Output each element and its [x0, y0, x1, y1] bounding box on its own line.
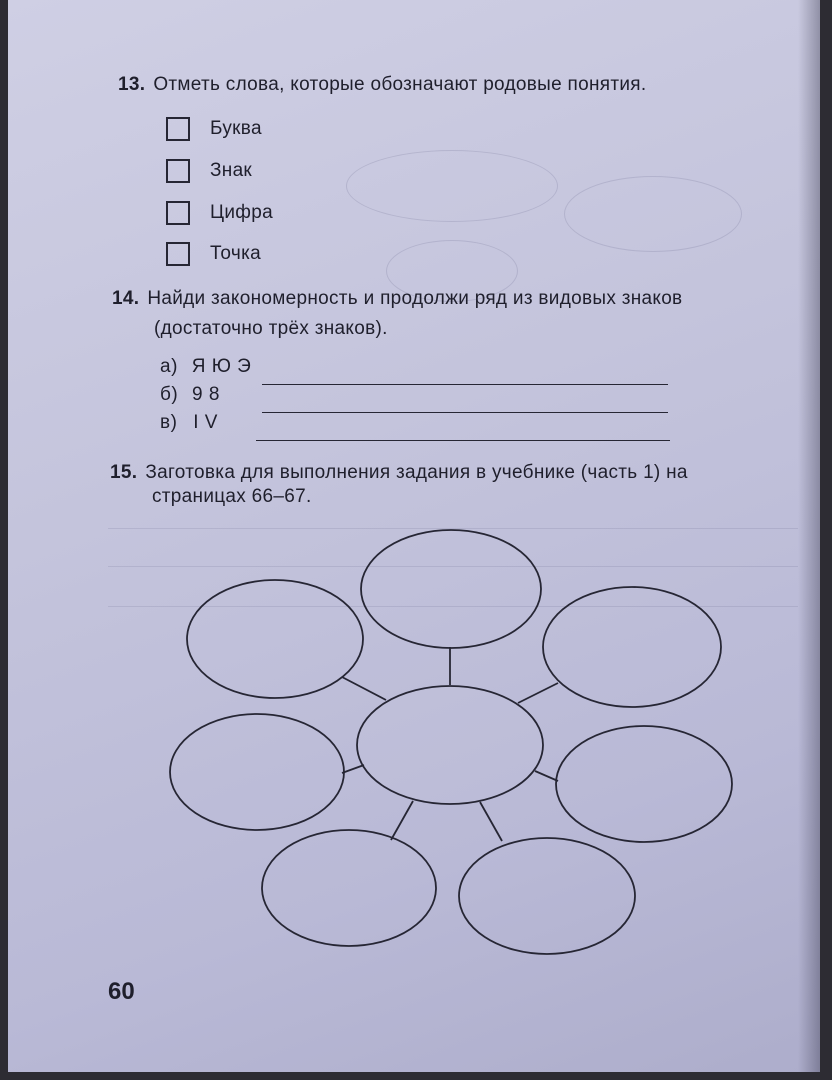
cluster-diagram: [8, 0, 820, 1072]
connector-line: [535, 771, 558, 781]
option-label: Знак: [210, 160, 253, 181]
task-15-text: Заготовка для выполнения задания в учебнике (часть 1) на: [145, 462, 688, 483]
outer-ellipse-left[interactable]: [170, 714, 344, 830]
task-15-number: 15.: [110, 462, 138, 483]
outer-ellipse-lower-right[interactable]: [459, 838, 635, 954]
task-14-text: Найди закономерность и продолжи ряд из видовых знаков: [147, 288, 683, 309]
center-ellipse[interactable]: [357, 686, 543, 804]
series-chars: 9 8: [192, 384, 220, 405]
connector-line: [342, 765, 364, 773]
task-14-number: 14.: [112, 288, 140, 309]
connector-line: [342, 677, 386, 700]
series-chars: Я Ю Э: [191, 356, 252, 377]
option-label: Цифра: [210, 202, 273, 223]
connector-line: [518, 683, 558, 703]
task-15-text-line2: страницах 66–67.: [152, 486, 312, 507]
task-14-text-line2: (достаточно трёх знаков).: [154, 318, 388, 339]
page-number: 60: [108, 978, 135, 1005]
task-13-text: Отметь слова, которые обозначают родовые понятия.: [153, 74, 647, 95]
series-label: в): [160, 412, 178, 433]
task-13-number: 13.: [118, 74, 146, 95]
series-label: а): [160, 356, 178, 377]
option-label: Точка: [210, 243, 261, 264]
workbook-page: [8, 0, 820, 1072]
outer-ellipse-upper-left[interactable]: [187, 580, 363, 698]
outer-ellipse-right[interactable]: [556, 726, 732, 842]
page-edge-shadow: [798, 0, 820, 1072]
series-chars: I V: [193, 412, 218, 433]
outer-ellipse-upper-right[interactable]: [543, 587, 721, 707]
connector-line: [391, 801, 413, 840]
outer-ellipse-top[interactable]: [361, 530, 541, 648]
outer-ellipse-lower-left[interactable]: [262, 830, 436, 946]
connector-line: [480, 802, 502, 841]
series-label: б): [160, 384, 179, 405]
option-label: Буква: [210, 118, 262, 139]
